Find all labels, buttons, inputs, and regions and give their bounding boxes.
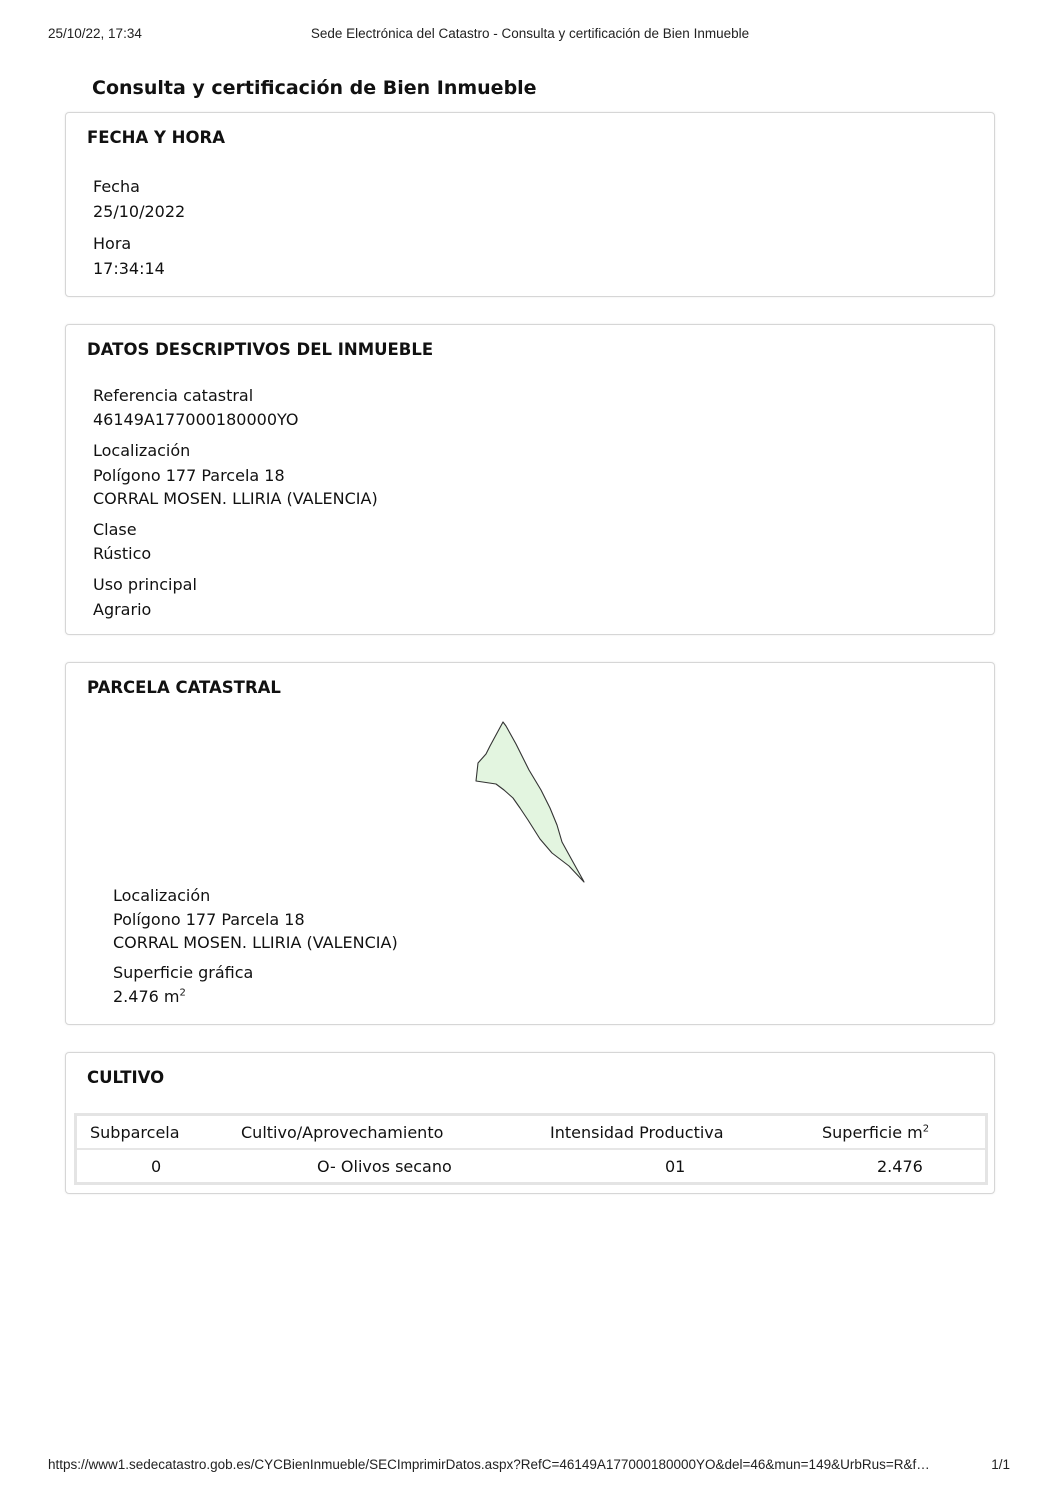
datos-heading: DATOS DESCRIPTIVOS DEL INMUEBLE xyxy=(87,340,434,359)
hora-label: Hora xyxy=(93,234,132,253)
uso-value: Agrario xyxy=(93,600,152,619)
superficie-value-line xyxy=(113,985,253,1008)
parcela-heading: PARCELA CATASTRAL xyxy=(87,678,281,697)
print-datetime: 25/10/22, 17:34 xyxy=(48,26,142,41)
fecha-value: 25/10/2022 xyxy=(93,202,186,221)
page-title: Consulta y certificación de Bien Inmueble xyxy=(92,77,537,99)
fecha-hora-panel xyxy=(65,112,995,297)
hora-field xyxy=(93,232,165,280)
cultivo-header-row xyxy=(76,1115,987,1150)
cultivo-heading: CULTIVO xyxy=(87,1068,165,1087)
fecha-field xyxy=(93,175,185,223)
superficie-unit-exponent: 2 xyxy=(179,987,186,999)
col-cultivo: Cultivo/Aprovechamiento xyxy=(241,1115,550,1150)
print-header xyxy=(48,26,1012,44)
print-footer xyxy=(48,1457,1012,1475)
cell-superficie: 2.476 xyxy=(822,1149,987,1184)
parcel-shape xyxy=(476,722,584,882)
cell-intensidad: 01 xyxy=(550,1149,822,1184)
cell-cultivo: O- Olivos secano xyxy=(241,1149,550,1184)
clase-label: Clase xyxy=(93,520,137,539)
cultivo-table xyxy=(74,1113,988,1185)
print-page-title: Sede Electrónica del Catastro - Consulta y certificación de Bien Inmueble xyxy=(310,26,750,41)
cell-subparcela: 0 xyxy=(76,1149,242,1184)
datos-descriptivos-panel xyxy=(65,324,995,635)
col-superficie-header xyxy=(822,1115,987,1150)
superficie-field xyxy=(113,961,253,1008)
parcela-localizacion-line1: Polígono 177 Parcela 18 xyxy=(113,910,305,929)
clase-field xyxy=(93,518,151,565)
uso-label: Uso principal xyxy=(93,575,197,594)
fecha-hora-heading: FECHA Y HORA xyxy=(87,128,225,147)
superficie-value: 2.476 m xyxy=(113,987,180,1006)
referencia-label: Referencia catastral xyxy=(93,386,254,405)
referencia-value: 46149A177000180000YO xyxy=(93,410,299,429)
cultivo-panel xyxy=(65,1052,995,1194)
localizacion-label: Localización xyxy=(93,441,191,460)
print-page-number: 1/1 xyxy=(991,1457,1010,1472)
fecha-label: Fecha xyxy=(93,177,140,196)
col-subparcela: Subparcela xyxy=(76,1115,242,1150)
localizacion-line2: CORRAL MOSEN. LLIRIA (VALENCIA) xyxy=(93,489,378,508)
col-superficie: Superficie m xyxy=(822,1122,923,1142)
col-intensidad: Intensidad Productiva xyxy=(550,1115,822,1150)
print-url: https://www1.sedecatastro.gob.es/CYCBienInmueble/SECImprimirDatos.aspx?RefC=46149A177000180000YO&del=46&mun=149&UrbRus=R&f… xyxy=(48,1457,930,1472)
localizacion-field xyxy=(93,439,378,510)
table-row xyxy=(76,1149,987,1184)
parcela-localizacion-field xyxy=(113,884,398,954)
parcela-localizacion-label: Localización xyxy=(113,886,211,905)
clase-value: Rústico xyxy=(93,544,152,563)
superficie-label: Superficie gráfica xyxy=(113,963,254,982)
uso-field xyxy=(93,573,197,621)
parcel-map xyxy=(466,718,606,893)
parcela-localizacion-line2: CORRAL MOSEN. LLIRIA (VALENCIA) xyxy=(113,933,398,952)
parcela-catastral-panel xyxy=(65,662,995,1025)
localizacion-line1: Polígono 177 Parcela 18 xyxy=(93,466,285,485)
col-superficie-exponent: 2 xyxy=(922,1123,930,1135)
referencia-field xyxy=(93,384,299,431)
hora-value: 17:34:14 xyxy=(93,259,165,278)
